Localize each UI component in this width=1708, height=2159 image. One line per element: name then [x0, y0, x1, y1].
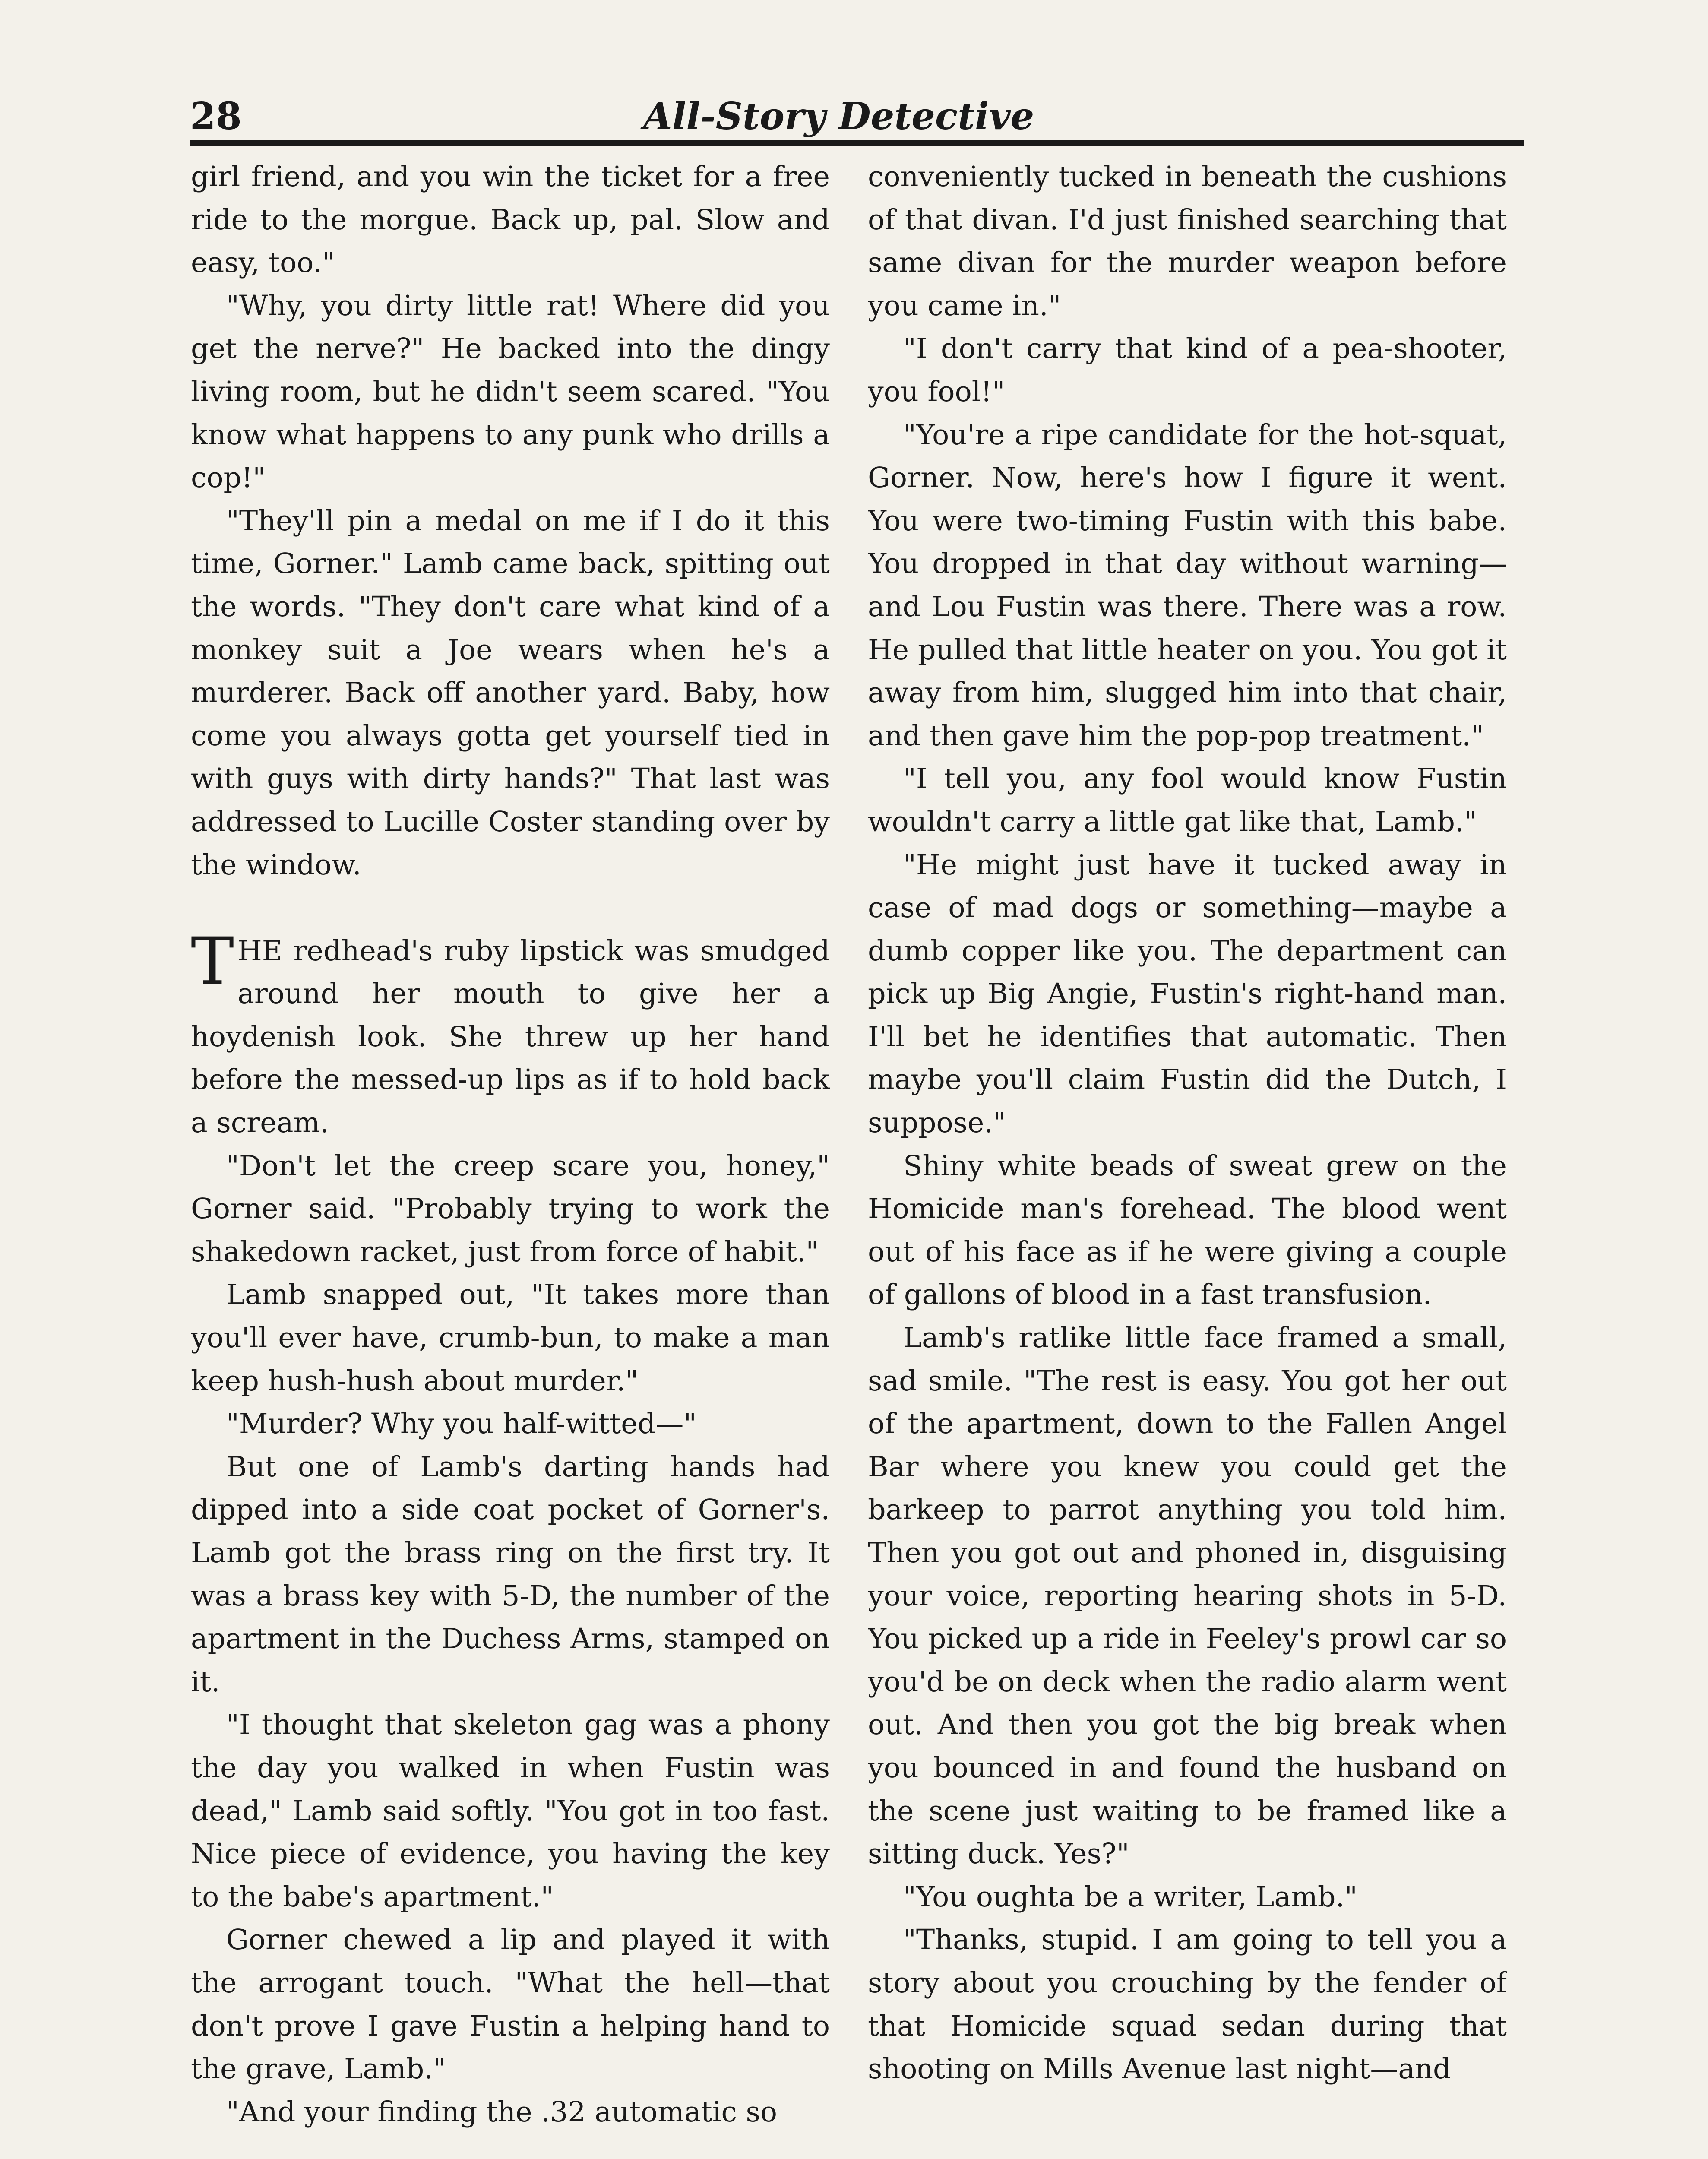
paragraph: "And your finding the .32 automatic so	[226, 2096, 778, 2128]
paragraph: Shiny white beads of sweat grew on the Homicide man's forehead. The blood went out of his face as if he were giving a couple of gallons of blood in a fast transfusion.	[868, 1149, 1507, 1311]
page-number: 28	[190, 95, 242, 138]
section-start-paragraph	[191, 924, 830, 1145]
paragraph: "They'll pin a medal on me if I do it this time, Gorner." Lamb came back, spitting out the words. "They don't care what kind of a monkey suit a Joe wears when he's a murderer. Back off another yard. Baby, how come you always gotta get yourself tied in with guys with dirty hands?" That last was addressed to Lucille Coster standing over by the window.	[191, 504, 830, 881]
paragraph: "Why, you dirty little rat! Where did you get the nerve?" He backed into the dingy living room, but he didn't seem scared. "You know what happens to any punk who drills a cop!"	[191, 289, 830, 494]
paragraph: "I tell you, any fool would know Fustin wouldn't carry a little gat like that, Lamb."	[868, 763, 1507, 838]
paragraph: "Murder? Why you half-witted—"	[226, 1408, 697, 1440]
paragraph: girl friend, and you win the ticket for a free ride to the morgue. Back up, pal. Slow and easy, too."	[191, 161, 830, 279]
paragraph: Gorner chewed a lip and played it with the arrogant touch. "What the hell—that don't prove I gave Fustin a helping hand to the grave, Lamb."	[191, 1924, 830, 2086]
paragraph: "He might just have it tucked away in case of mad dogs or something—maybe a dumb copper like you. The department can pick up Big Angie, Fustin's right-hand man. I'll bet he identifies that automatic. Then maybe you'll claim Fustin did the Dutch, I suppose."	[868, 848, 1507, 1140]
paragraph: Lamb's ratlike little face framed a small, sad smile. "The rest is easy. You got her out of the apartment, down to the Fallen Angel Bar where you knew you could get the barkeep to parrot anything you told him. Then you got out and phoned in, disguising your voice, reporting hearing shots in 5-D. You picked up a ride in Feeley's prowl car so you'd be on deck when the radio alarm went out. And then you got the big break when you bounced in and found the husband on the scene just waiting to be framed like a sitting duck. Yes?"	[868, 1322, 1507, 1871]
paragraph: Lamb snapped out, "It takes more than you'll ever have, crumb-bun, to make a man keep hush-hush about murder."	[191, 1279, 830, 1397]
left-column	[191, 155, 830, 2159]
paragraph: "You're a ripe candidate for the hot-squat, Gorner. Now, here's how I figure it went. You were two-timing Fustin with this babe. You dropped in that day without warning—and Lou Fustin was there. There was a row. He pulled that little heater on you. You got it away from him, slugged him into that chair, and then gave him the pop-pop treatment."	[868, 418, 1507, 752]
paragraph: "Don't let the creep scare you, honey," Gorner said. "Probably trying to work the shakedown racket, just from force of habit."	[191, 1149, 830, 1268]
paragraph: "Thanks, stupid. I am going to tell you a story about you crouching by the fender of that Homicide squad sedan during that shooting on Mills Avenue last night—and	[868, 1924, 1507, 2086]
paragraph: But one of Lamb's darting hands had dipped into a side coat pocket of Gorner's. Lamb got the brass ring on the first try. It was a brass key with 5-D, the number of the apartment in the Duchess Arms, stamped on it.	[191, 1450, 830, 1698]
right-column	[868, 155, 1507, 2159]
paragraph: "I don't carry that kind of a pea-shooter, you fool!"	[868, 332, 1507, 408]
paragraph: conveniently tucked in beneath the cushions of that divan. I'd just finished searching that same divan for the murder weapon before you came in."	[868, 161, 1507, 322]
drop-cap: T	[191, 924, 234, 999]
paragraph: "I thought that skeleton gag was a phony the day you walked in when Fustin was dead," Lamb said softly. "You got in too fast. Nice piece of evidence, you having the key to the babe's apartment."	[191, 1709, 830, 1913]
paragraph: "You oughta be a writer, Lamb."	[903, 1880, 1358, 1913]
header-rule	[190, 140, 1524, 146]
running-header	[190, 93, 1524, 145]
magazine-title: All-Story Detective	[643, 95, 1034, 138]
paragraph-text: HE redhead's ruby lipstick was smudged around her mouth to give her a hoydenish look. She threw up her hand before the messed-up lips as if to hold back a scream.	[191, 934, 830, 1140]
